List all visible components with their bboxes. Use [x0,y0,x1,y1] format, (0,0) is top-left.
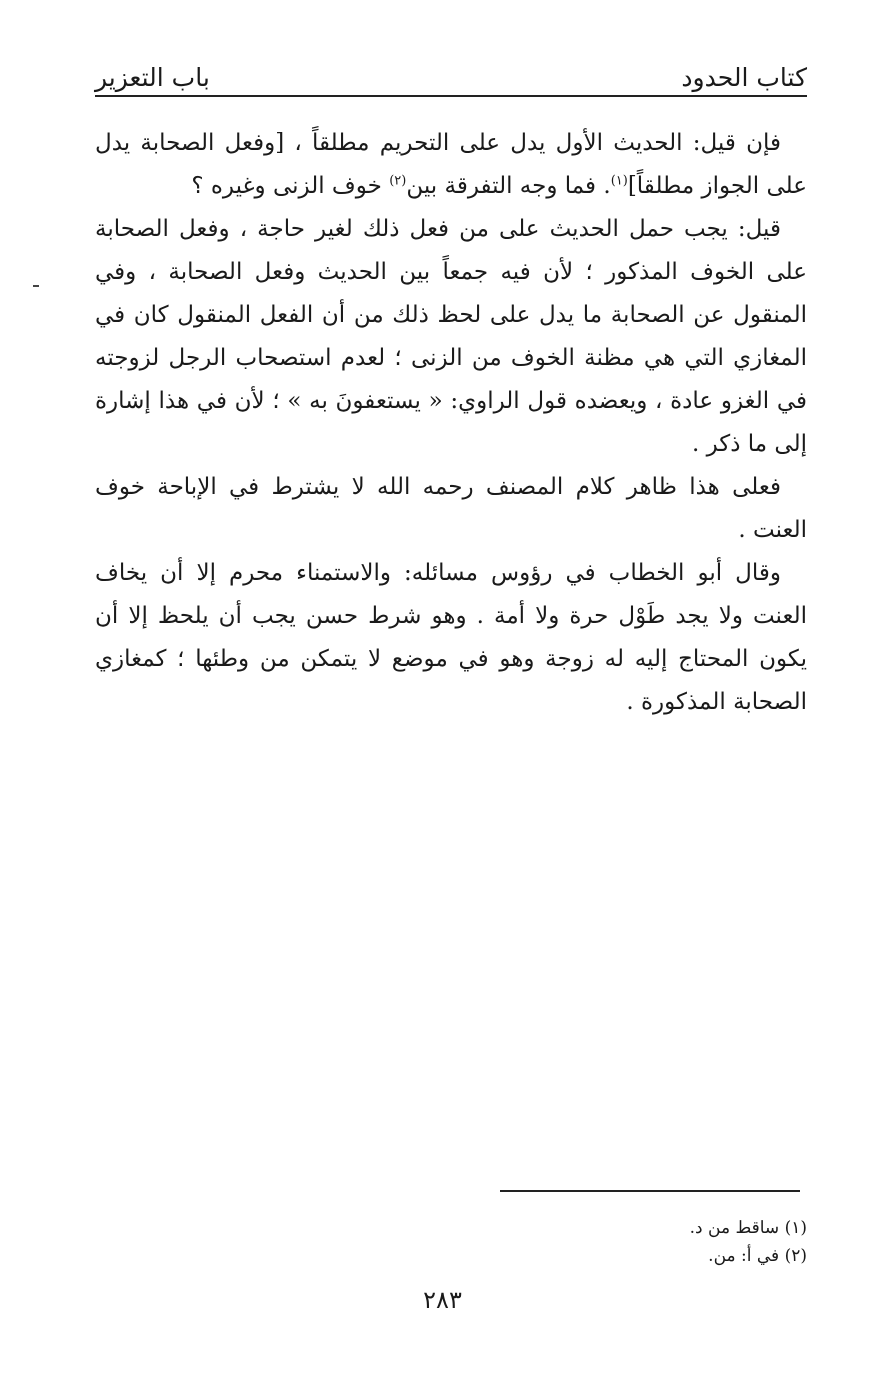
book-title: كتاب الحدود [681,63,807,92]
paragraph-question [95,122,807,208]
question-text-b: . فما وجه التفرقة بين [406,173,611,199]
main-text [95,122,807,724]
question-text-c: خوف الزنى وغيره ؟ [191,173,390,199]
footnote-1: (١) ساقط من د. [689,1218,807,1238]
page-number: ٢٨٣ [423,1286,462,1314]
margin-mark [33,285,39,287]
header-rule [95,95,807,97]
footnote-ref-2: (٢) [389,173,407,189]
paragraph-answer: قيل: يجب حمل الحديث على من فعل ذلك لغير حاجة ، وفعل الصحابة على الخوف المذكور ؛ لأن فيه جمعاً بين الحديث وفعل الصحابة ، وفي المنقول عن الصحابة ما يدل على لحظ ذلك من أن الفعل المنقول كان في المغازي التي هي مظنة الخوف من الزنى ؛ لعدم استصحاب الرجل لزوجته في الغزو عادة ، ويعضده قول الراوي: « يستعفونَ به » ؛ لأن في هذا إشارة إلى ما ذكر . [95,216,807,457]
question-text-a: فإن قيل: الحديث الأول يدل على التحريم مطلقاً ، [وفعل الصحابة يدل على الجواز مطلقاً] [95,130,807,199]
footnote-ref-1: (١) [610,173,628,189]
chapter-title: باب التعزير [95,63,210,92]
footnotes [95,1214,807,1270]
paragraph-conclusion: فعلى هذا ظاهر كلام المصنف رحمه الله لا يشترط في الإباحة خوف العنت . [95,474,807,543]
paragraph-abu-alkhattab: وقال أبو الخطاب في رؤوس مسائله: والاستمناء محرم إلا أن يخاف العنت ولا يجد طَوْل حرة ولا أمة . وهو شرط حسن يجب أن يلحظ إلا أن يكون المحتاج إليه له زوجة وهو في موضع لا يتمكن من وطئها ؛ كمغازي الصحابة المذكورة . [95,560,807,715]
footnote-2: (٢) في أ: من. [708,1246,807,1266]
footnote-rule [500,1190,800,1192]
running-header [95,52,807,92]
